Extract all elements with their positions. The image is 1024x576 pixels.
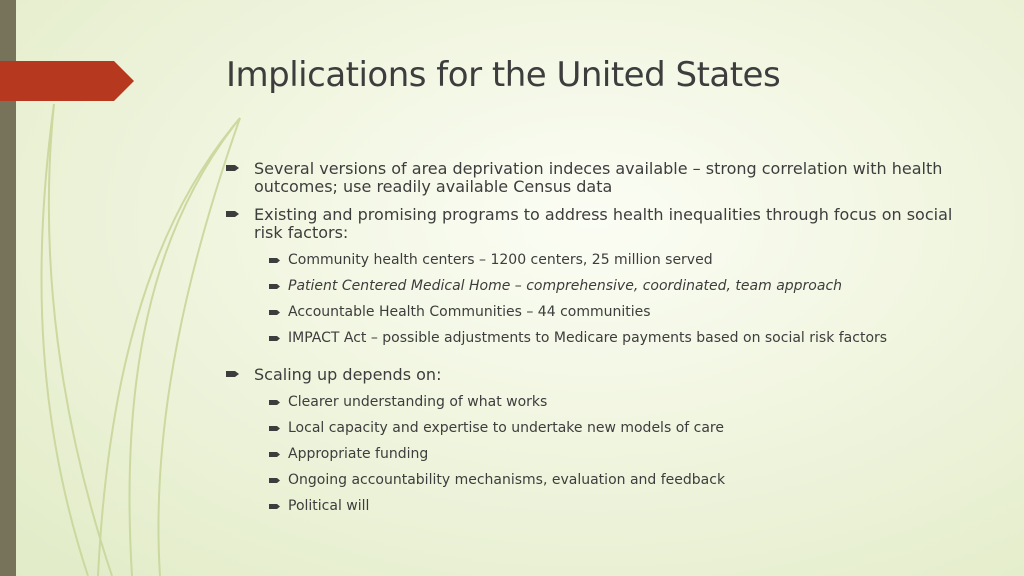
- sub-bullet-item: [260, 304, 986, 330]
- pencil-bullet-icon: [269, 398, 281, 407]
- sub-bullet-item: [260, 252, 986, 278]
- slide-title: Implications for the United States: [226, 55, 781, 95]
- sub-bullet-text: Patient Centered Medical Home – comprehensive, coordinated, team approach: [288, 278, 843, 294]
- sub-bullet-item: [260, 278, 986, 304]
- pencil-bullet-icon: [269, 502, 281, 511]
- bullet-list: [226, 160, 986, 534]
- sub-bullet-text: IMPACT Act – possible adjustments to Medicare payments based on social risk factors: [288, 330, 888, 346]
- pencil-bullet-icon: [269, 282, 281, 291]
- pencil-bullet-icon: [269, 450, 281, 459]
- sub-bullet-item: [260, 330, 986, 356]
- sub-bullet-text: Appropriate funding: [288, 446, 429, 462]
- title-accent-tab: [0, 61, 134, 101]
- sub-bullet-item: [260, 446, 986, 472]
- pencil-bullet-icon: [269, 308, 281, 317]
- pencil-bullet-icon: [226, 163, 240, 173]
- sub-bullet-item: [260, 420, 986, 446]
- pencil-bullet-icon: [226, 369, 240, 379]
- bullet-item: [226, 366, 986, 524]
- bullet-text: Several versions of area deprivation indeces available – strong correlation with health outcomes; use readily available Census data: [254, 159, 943, 196]
- sub-bullet-item: [260, 394, 986, 420]
- sub-bullet-text: Ongoing accountability mechanisms, evaluation and feedback: [288, 472, 726, 488]
- bullet-item: [226, 206, 986, 356]
- sub-bullet-text: Accountable Health Communities – 44 communities: [288, 304, 651, 320]
- sub-bullet-text: Political will: [288, 498, 370, 514]
- pencil-bullet-icon: [269, 256, 281, 265]
- bullet-text: Existing and promising programs to address health inequalities through focus on social risk factors:: [254, 205, 953, 242]
- pencil-bullet-icon: [269, 424, 281, 433]
- pencil-bullet-icon: [269, 334, 281, 343]
- sub-bullet-text: Local capacity and expertise to undertake new models of care: [288, 420, 724, 436]
- sub-bullet-list: [260, 394, 986, 524]
- pencil-bullet-icon: [269, 476, 281, 485]
- bullet-item: [226, 160, 986, 196]
- pencil-bullet-icon: [226, 209, 240, 219]
- bullet-text: Scaling up depends on:: [254, 365, 442, 384]
- sub-bullet-item: [260, 498, 986, 524]
- sub-bullet-text: Community health centers – 1200 centers, 25 million served: [288, 252, 713, 268]
- sub-bullet-list: [260, 252, 986, 356]
- sub-bullet-text: Clearer understanding of what works: [288, 394, 548, 410]
- sub-bullet-item: [260, 472, 986, 498]
